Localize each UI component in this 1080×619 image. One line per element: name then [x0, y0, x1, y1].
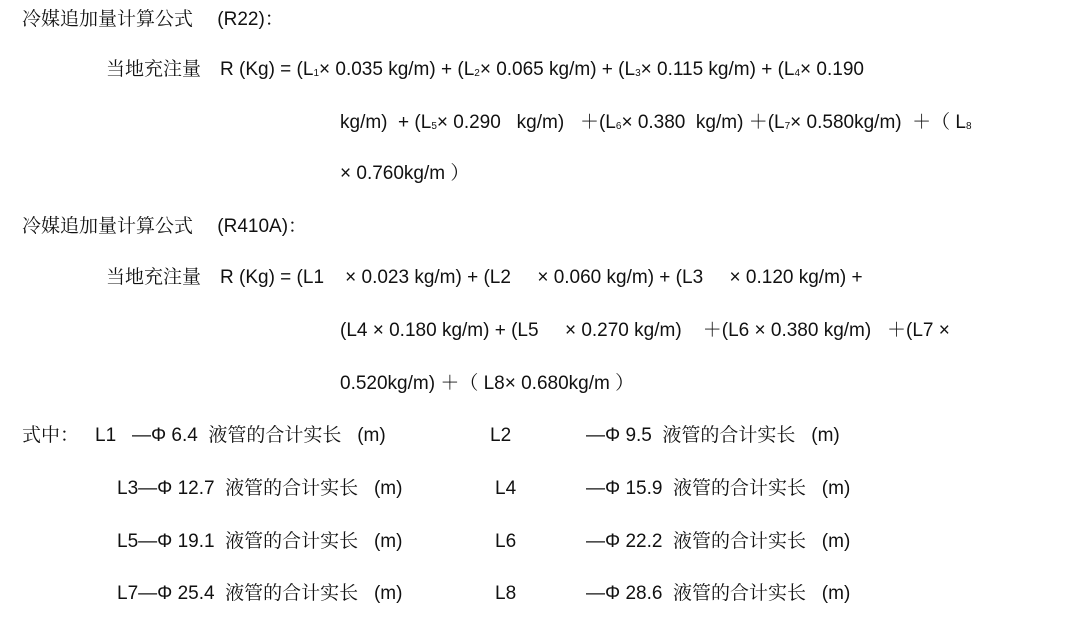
legend-row-2-left: L3—Φ 12.7 液管的合计实长 (m)	[117, 478, 403, 499]
legend-row-3-right-label: L6	[495, 531, 517, 552]
legend-row-1-left: L1 —Φ 6.4 液管的合计实长 (m)	[95, 425, 386, 446]
r22-subscript: 7	[784, 121, 791, 132]
r22-formula-part: kg/m) + (L	[340, 112, 432, 133]
r22-subscript: 6	[615, 121, 622, 132]
r22-formula-part: × 0.290 kg/m) ＋(L	[436, 112, 616, 133]
r410a-heading: 冷媒追加量计算公式 (R410A)：	[22, 216, 308, 237]
r22-subscript: 3	[635, 68, 641, 79]
r22-formula-part: × 0.115 kg/m) + (L	[640, 59, 795, 80]
r22-subscript: 8	[966, 121, 972, 132]
legend-row-3-right-desc: —Φ 22.2 液管的合计实长 (m)	[586, 531, 851, 552]
legend-prefix: 式中：	[22, 425, 80, 446]
r410a-formula-line-2: (L4 × 0.180 kg/m) + (L5 × 0.270 kg/m) ＋(L6 × 0.380 kg/m) ＋(L7 ×	[340, 320, 950, 341]
r410a-formula-line-1: 当地充注量 R (Kg) = (L1 × 0.023 kg/m) + (L2 × 0.060 kg/m) + (L3 × 0.120 kg/m) +	[106, 267, 863, 288]
legend-row-2-right-desc: —Φ 15.9 液管的合计实长 (m)	[586, 478, 851, 499]
r410a-formula-line-3: 0.520kg/m) ＋（ L8× 0.680kg/m ）	[340, 373, 635, 394]
r22-formula-part: × 0.035 kg/m) + (L	[319, 59, 475, 80]
legend-row-4-left: L7—Φ 25.4 液管的合计实长 (m)	[117, 583, 403, 604]
r22-formula-part: 当地充注量 R (Kg) = (L	[106, 59, 314, 80]
r22-formula-line-1	[106, 60, 864, 79]
legend-row-1-right-label: L2	[490, 425, 512, 446]
r22-formula-line-2	[340, 113, 972, 132]
r22-subscript: 1	[313, 68, 320, 79]
r22-formula-line-3: × 0.760kg/m ）	[340, 163, 470, 184]
legend-row-1-right-desc: —Φ 9.5 液管的合计实长 (m)	[586, 425, 840, 446]
legend-row-4-right-label: L8	[495, 583, 517, 604]
r22-formula-part: × 0.190	[800, 59, 864, 80]
r22-formula-part: × 0.065 kg/m) + (L	[479, 59, 636, 80]
legend-row-2-right-label: L4	[495, 478, 517, 499]
legend-row-4-right-desc: —Φ 28.6 液管的合计实长 (m)	[586, 583, 851, 604]
r22-formula-part: × 0.580kg/m) ＋（ L	[790, 112, 966, 133]
r22-subscript: 5	[431, 121, 437, 132]
r22-subscript: 2	[474, 68, 480, 79]
r22-subscript: 4	[794, 68, 801, 79]
legend-row-3-left: L5—Φ 19.1 液管的合计实长 (m)	[117, 531, 403, 552]
r22-heading: 冷媒追加量计算公式 (R22)：	[22, 9, 284, 30]
r22-formula-part: × 0.380 kg/m) ＋(L	[621, 112, 785, 133]
